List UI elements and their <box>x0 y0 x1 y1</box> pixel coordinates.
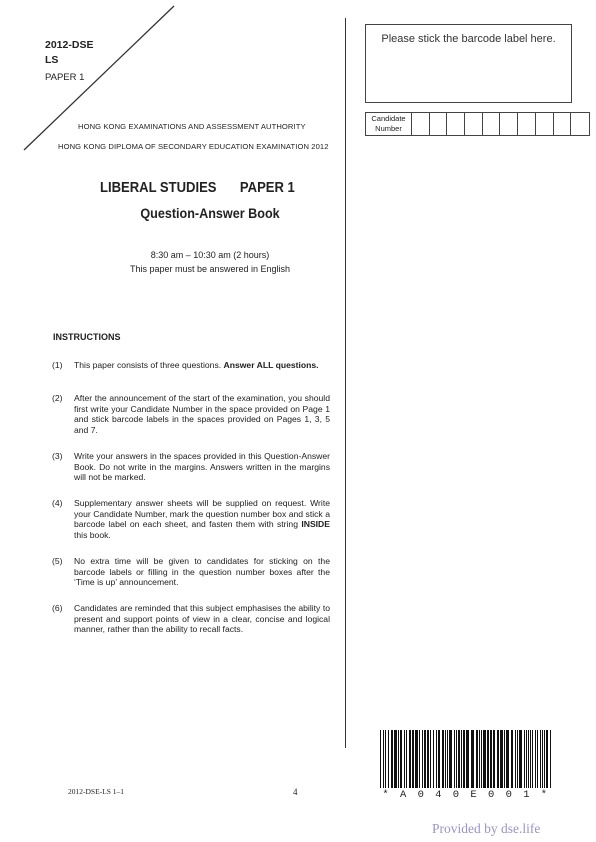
page-title <box>100 180 298 196</box>
instruction-item: (5) No extra time will be given to candidates for sticking on the barcode labels or filling in the question number boxes after the ‘Time is up’ announcement. <box>52 556 330 588</box>
barcode-bar <box>385 730 386 788</box>
candidate-number-cell[interactable] <box>465 113 483 135</box>
barcode-bar <box>524 730 525 788</box>
barcode-bar <box>445 730 446 788</box>
candidate-number-cell[interactable] <box>518 113 536 135</box>
language-note: This paper must be answered in English <box>129 264 291 274</box>
barcode-bar <box>388 730 389 788</box>
barcode-bar <box>412 730 414 788</box>
authority-name: HONG KONG EXAMINATIONS AND ASSESSMENT AUTHORITY <box>78 122 306 131</box>
subject-code: LS <box>45 54 59 66</box>
barcode-bar <box>481 730 482 788</box>
barcode-bar <box>419 730 420 788</box>
diploma-name: HONG KONG DIPLOMA OF SECONDARY EDUCATION EXAMINATION 2012 <box>58 142 329 151</box>
barcode-bar <box>458 730 460 788</box>
barcode-bar <box>504 730 505 788</box>
barcode-bar <box>530 730 531 788</box>
instruction-item: (4) Supplementary answer sheets will be supplied on request. Write your Candidate Number, mark the question number box and stick a barcode label on each sheet, and fasten them with string INSIDE this book. <box>52 498 330 540</box>
candidate-number-cell[interactable] <box>447 113 465 135</box>
barcode-bar <box>517 730 518 788</box>
barcode-bar <box>380 730 381 788</box>
barcode-bar <box>483 730 486 788</box>
barcode-bar <box>479 730 480 788</box>
candidate-number-cell[interactable] <box>500 113 518 135</box>
barcode-bar <box>442 730 444 788</box>
barcode-bar <box>546 730 548 788</box>
candidate-number-cell[interactable] <box>554 113 572 135</box>
barcode-bar <box>471 730 474 788</box>
barcode-bar <box>436 730 437 788</box>
barcode-bar <box>394 730 397 788</box>
barcode-label-box <box>365 24 572 103</box>
candidate-number-cell[interactable] <box>412 113 430 135</box>
barcode-bar <box>537 730 538 788</box>
instructions-heading: INSTRUCTIONS <box>53 332 121 342</box>
barcode-bar <box>490 730 492 788</box>
barcode-bar <box>422 730 423 788</box>
paper-title: PAPER 1 <box>239 180 295 196</box>
barcode-bar <box>466 730 469 788</box>
exam-time: 8:30 am – 10:30 am (2 hours) <box>150 250 270 260</box>
instruction-item: (1) This paper consists of three questions. Answer ALL questions. <box>52 360 319 370</box>
barcode-bar <box>463 730 465 788</box>
barcode-bar <box>461 730 462 788</box>
barcode-bar <box>415 730 418 788</box>
barcode-bar <box>398 730 399 788</box>
barcode-bar <box>424 730 426 788</box>
barcode-bar <box>449 730 452 788</box>
page-number: 4 <box>293 787 298 797</box>
candidate-number-cell[interactable] <box>536 113 554 135</box>
barcode-bar <box>511 730 513 788</box>
barcode-bar <box>404 730 405 788</box>
barcode-bar <box>487 730 489 788</box>
barcode-bar <box>409 730 411 788</box>
candidate-number-cell[interactable] <box>483 113 501 135</box>
candidate-number-cell[interactable] <box>430 113 448 135</box>
subject-title: LIBERAL STUDIES <box>100 180 217 196</box>
corner-diagonal-line <box>0 0 200 160</box>
barcode-text: * A 0 4 0 E 0 0 1 * <box>382 789 550 801</box>
footer-code: 2012-DSE-LS 1–1 <box>68 787 125 796</box>
barcode-prompt: Please stick the barcode label here. <box>381 33 556 45</box>
barcode-bar <box>528 730 529 788</box>
margin-divider <box>345 18 346 748</box>
barcode-bar <box>476 730 478 788</box>
barcode-bar <box>447 730 448 788</box>
instruction-item: (2) After the announcement of the start of the examination, you should first write your Candidate Number in the space provided on Page 1 and stick barcode labels in the spaces provided on Pages 1, 3, 5 and 7. <box>52 393 330 435</box>
barcode-bar <box>456 730 457 788</box>
instruction-item: (6) Candidates are reminded that this subject emphasises the ability to present and support points of view in a clear, concise and logical manner, rather than the ability to recall facts. <box>52 603 330 635</box>
barcode-bar <box>526 730 527 788</box>
book-title: Question-Answer Book <box>140 205 280 221</box>
barcode-image <box>380 730 552 788</box>
barcode-bar <box>497 730 499 788</box>
barcode-bar <box>535 730 536 788</box>
barcode-bar <box>500 730 503 788</box>
barcode-bar <box>544 730 545 788</box>
barcode-bar <box>400 730 402 788</box>
barcode-bar <box>391 730 393 788</box>
paper-label: PAPER 1 <box>45 72 85 83</box>
exam-code: 2012-DSE <box>45 39 94 51</box>
barcode-bar <box>550 730 551 788</box>
candidate-number-box <box>365 112 590 136</box>
barcode-bar <box>506 730 509 788</box>
barcode-bar <box>427 730 429 788</box>
barcode-bar <box>493 730 495 788</box>
barcode-bar <box>540 730 541 788</box>
instruction-item: (3) Write your answers in the spaces provided in this Question-Answer Book. Do not write in the margins. Answers written in the margins will not be marked. <box>52 451 330 483</box>
candidate-number-label: Candidate Number <box>366 113 412 135</box>
barcode-bar <box>515 730 516 788</box>
candidate-number-cell[interactable] <box>571 113 589 135</box>
barcode-bar <box>433 730 434 788</box>
exam-code-block <box>45 38 93 85</box>
provided-by-watermark: Provided by dse.life <box>432 821 541 836</box>
barcode-bar <box>383 730 384 788</box>
barcode-bar <box>519 730 522 788</box>
barcode-bar <box>454 730 455 788</box>
barcode-bar <box>406 730 407 788</box>
barcode-bar <box>532 730 533 788</box>
barcode-bar <box>430 730 431 788</box>
barcode-bar <box>542 730 543 788</box>
barcode-bar <box>438 730 440 788</box>
